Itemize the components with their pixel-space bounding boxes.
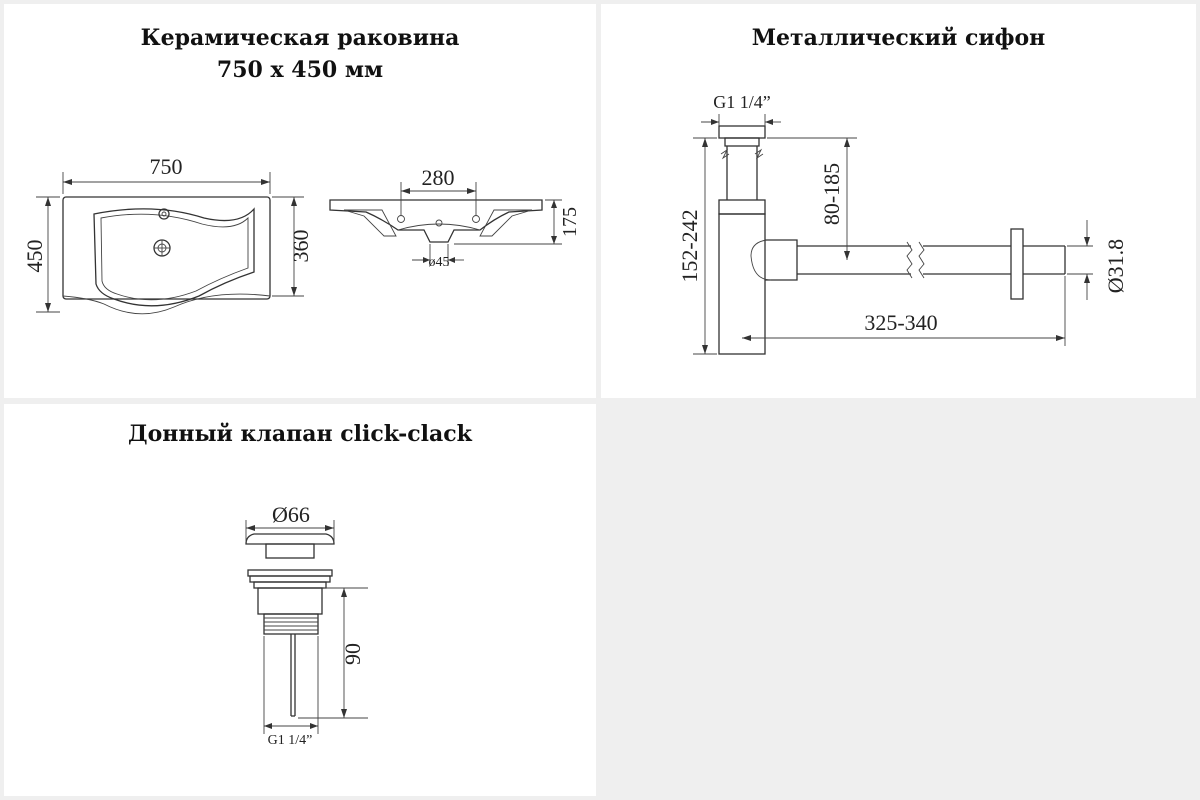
sink-side-view [330, 200, 542, 242]
sink-title-line1: Керамическая раковина [140, 25, 460, 51]
sink-height-dimension [454, 200, 562, 244]
sink-inner-label: 360 [288, 229, 313, 263]
siphon-thread-dimension [701, 114, 781, 126]
panel-ceramic-sink [4, 4, 596, 398]
sink-width-label: 750 [149, 154, 183, 179]
sink-height-label: 175 [559, 207, 581, 237]
siphon-length-label: 325-340 [864, 310, 938, 335]
panel-metal-siphon [601, 4, 1196, 398]
valve-height-label: 90 [340, 643, 365, 665]
siphon-pipe-diameter-dimension [1067, 220, 1093, 300]
sink-title-line2: 750 х 450 мм [216, 57, 384, 83]
valve-cap-diameter-label: Ø66 [272, 502, 310, 527]
valve-body [246, 534, 334, 716]
siphon-total-height-label: 152-242 [677, 209, 702, 283]
panel-click-clack-valve [4, 404, 596, 796]
sink-holes-label: 280 [421, 165, 455, 190]
valve-drawing [4, 404, 596, 796]
empty-panel [601, 404, 1196, 796]
siphon-thread-label: G1 1/4” [713, 92, 771, 112]
siphon-pipe-diameter-label: Ø31.8 [1103, 238, 1128, 294]
siphon-outlet-height-label: 80-185 [819, 162, 844, 226]
sink-drain-label: ø45 [428, 255, 450, 270]
siphon-drawing [601, 4, 1196, 398]
sink-drawing [4, 4, 596, 398]
siphon-title: Металлический сифон [751, 25, 1046, 51]
valve-thread-label: G1 1/4” [267, 733, 313, 748]
sink-top-view [63, 197, 270, 314]
valve-title: Донный клапан click-clack [128, 421, 472, 447]
sink-depth-label: 450 [22, 239, 47, 273]
